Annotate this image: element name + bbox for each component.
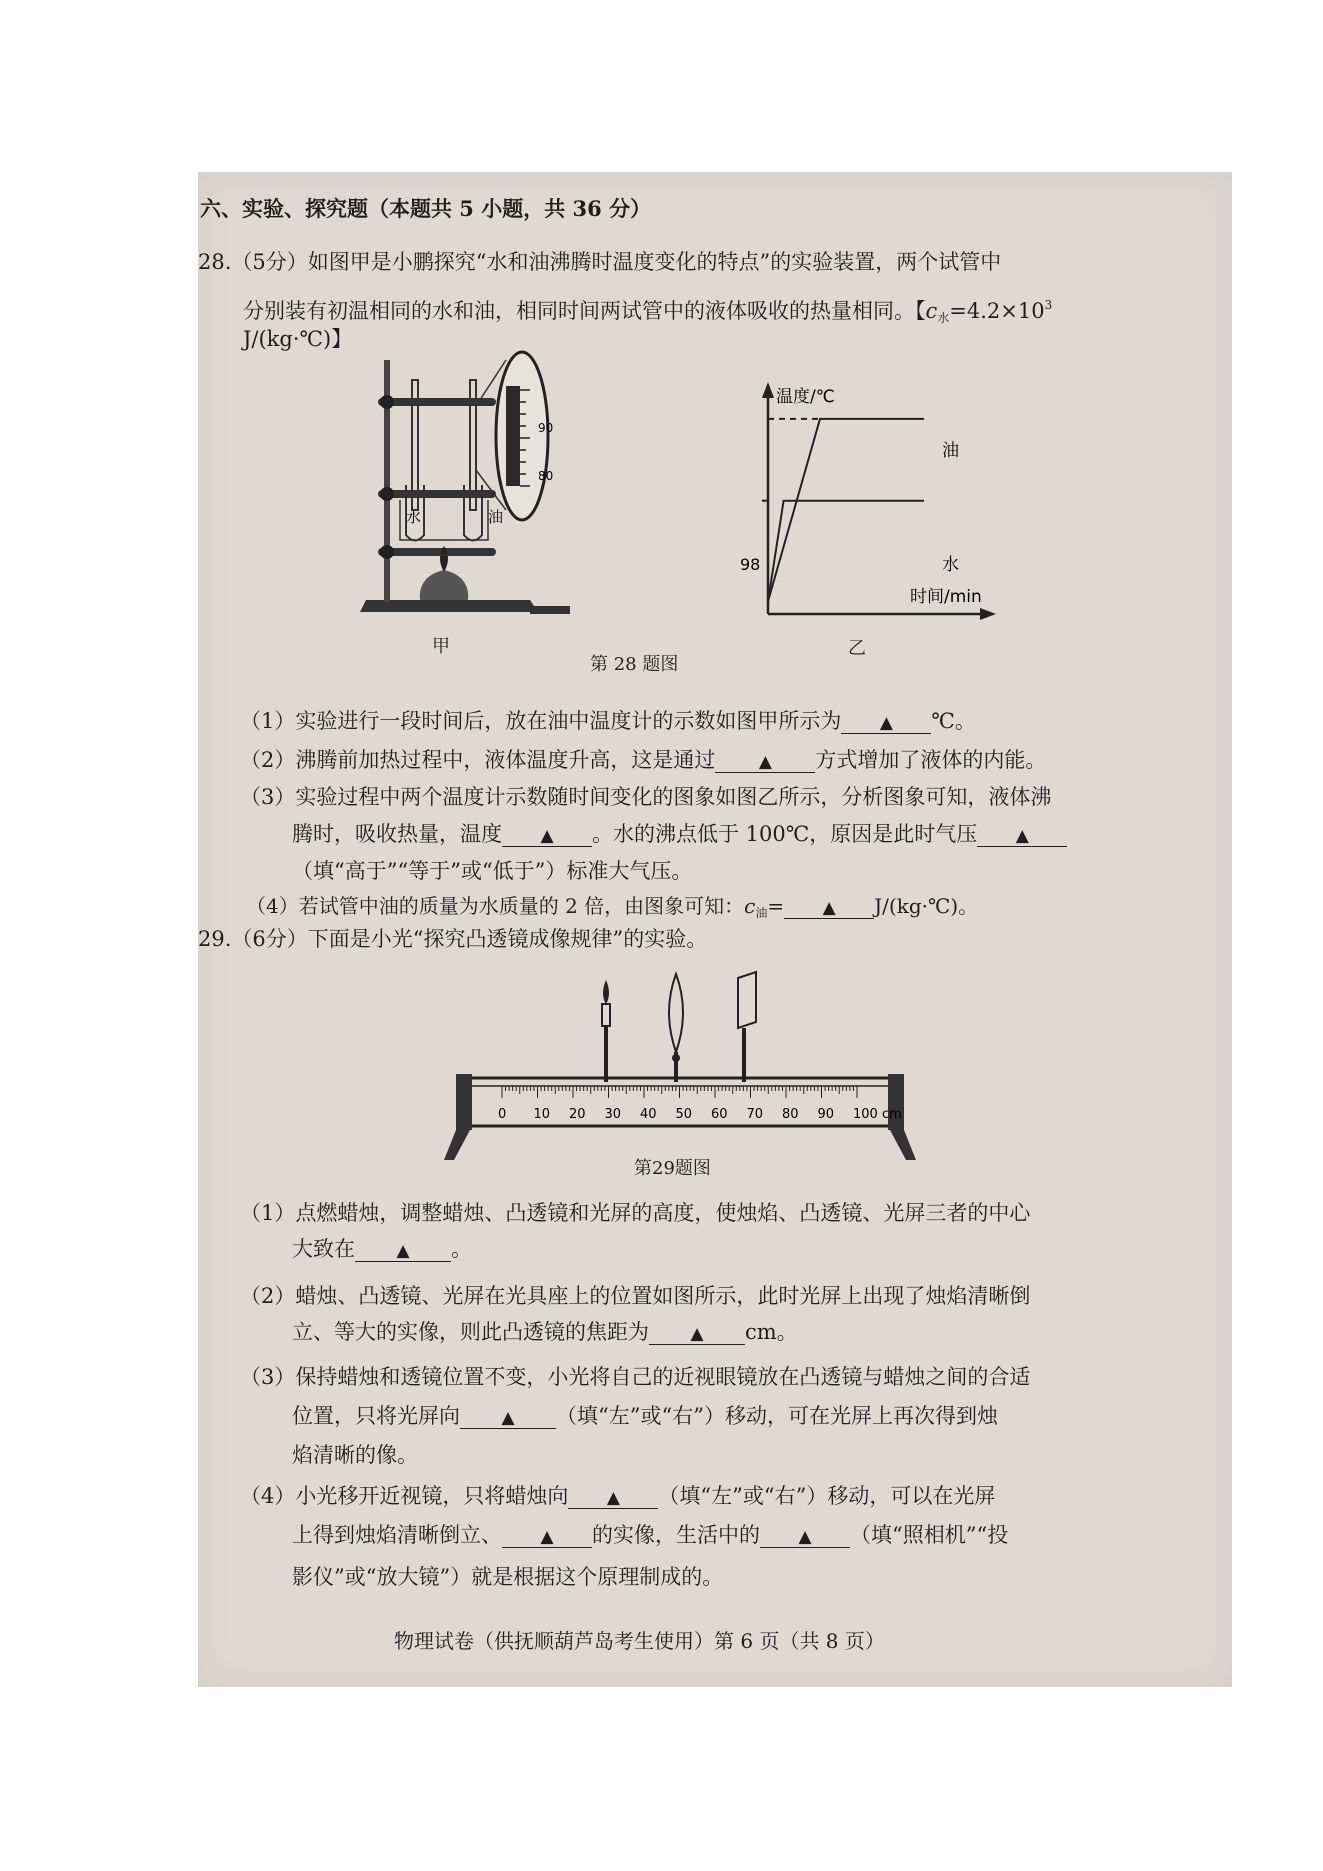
figure-yi-label: 乙 xyxy=(848,638,866,659)
q28-sub2-text: （2）沸腾前加热过程中，液体温度升高，这是通过 xyxy=(240,748,716,772)
q28-sub3-line2-mid: 。水的沸点低于 100℃，原因是此时气压 xyxy=(592,822,978,846)
middle-clamp xyxy=(378,490,496,498)
bench-tick-label: 0 xyxy=(498,1107,507,1122)
q28-points: （5分） xyxy=(231,250,308,274)
q29-sub3-line2 xyxy=(292,1401,998,1431)
answer-blank-29-2[interactable]: ▲ xyxy=(649,1320,745,1345)
q29-sub1-line2-post: 。 xyxy=(451,1237,472,1261)
bench-leg-left xyxy=(444,1130,470,1160)
answer-blank-28-4[interactable]: ▲ xyxy=(784,894,874,919)
figure-28-caption: 第 28 题图 xyxy=(590,654,679,675)
thermometer-liquid-column xyxy=(506,386,520,486)
alcohol-lamp xyxy=(420,570,468,600)
thermometer-zoom-circle xyxy=(496,352,548,520)
q29-sub2-line2-text: 立、等大的实像，则此凸透镜的焦距为 xyxy=(292,1320,649,1344)
y-axis-label: 温度/℃ xyxy=(776,387,835,407)
specific-heat-value: =4.2×10 xyxy=(949,299,1045,323)
bench-tick-label: 100 cm xyxy=(853,1107,902,1122)
specific-heat-sub: 水 xyxy=(937,311,950,325)
q29-sub1-line1: （1）点燃蜡烛，调整蜡烛、凸透镜和光屏的高度，使烛焰、凸透镜、光屏三者的中心 xyxy=(240,1201,1031,1225)
figure-29-optical-bench xyxy=(440,972,920,1162)
q28-sub3-line3: （填“高于”“等于”或“低于”）标准大气压。 xyxy=(292,859,693,883)
bench-tick-label: 90 xyxy=(817,1107,835,1122)
q29-sub4-line3: 影仪”或“放大镜”）就是根据这个原理制成的。 xyxy=(292,1565,724,1589)
answer-blank-29-4b[interactable]: ▲ xyxy=(502,1523,592,1548)
q29-sub4-line2-post: （填“照相机”“投 xyxy=(850,1523,1009,1547)
bench-tick-label: 80 xyxy=(782,1107,799,1122)
q29-sub2-line1: （2）蜡烛、凸透镜、光屏在光具座上的位置如图所示，此时光屏上出现了烛焰清晰倒 xyxy=(240,1284,1031,1308)
q28-sub2-post: 方式增加了液体的内能。 xyxy=(815,748,1047,772)
scale-label-90: 90 xyxy=(538,421,554,435)
specific-heat-exp: 3 xyxy=(1044,298,1053,312)
q28-sub3-line2 xyxy=(292,819,1067,849)
q29-sub4-line2-text: 上得到烛焰清晰倒立、 xyxy=(292,1523,502,1547)
answer-blank-29-1[interactable]: ▲ xyxy=(355,1237,451,1262)
series-label-water: 水 xyxy=(942,555,959,575)
section-title: 六、实验、探究题（本题共 5 小题，共 36 分） xyxy=(200,196,652,221)
label-oil: 油 xyxy=(488,508,504,526)
q28-sub1-unit: ℃。 xyxy=(931,709,976,733)
x-axis-arrow xyxy=(980,608,996,620)
specific-heat-symbol: c xyxy=(925,299,938,323)
q28-stem-line1 xyxy=(198,247,1001,277)
oil-specific-heat-symbol: c xyxy=(744,894,756,918)
q29-sub1-line2-text: 大致在 xyxy=(292,1237,355,1261)
figure-yi-chart xyxy=(740,380,1000,640)
answer-blank-28-2[interactable]: ▲ xyxy=(715,748,815,773)
answer-blank-28-3b[interactable]: ▲ xyxy=(977,822,1067,847)
q28-stem-line2 xyxy=(243,290,1052,333)
q29-number: 29. xyxy=(198,927,232,951)
series-label-oil: 油 xyxy=(942,441,959,461)
answer-blank-29-4a[interactable]: ▲ xyxy=(568,1484,658,1509)
q28-sub4-eq: = xyxy=(767,894,785,918)
figure-jia-label: 甲 xyxy=(432,636,450,657)
bench-tick-label: 50 xyxy=(675,1107,693,1122)
page-footer: 物理试卷（供抚顺葫芦岛考生使用）第 6 页（共 8 页） xyxy=(394,1629,885,1653)
candle xyxy=(602,980,610,1082)
q29-sub4-line1 xyxy=(240,1481,995,1511)
q28-unit-line: J/(kg·℃)】 xyxy=(243,327,353,351)
q28-number: 28. xyxy=(198,250,232,274)
q29-sub4-line2 xyxy=(292,1520,1008,1550)
bench-tick-label: 30 xyxy=(604,1107,622,1122)
q28-sub2 xyxy=(240,745,1046,775)
bench-tick-label: 70 xyxy=(746,1107,764,1122)
scale-label-80: 80 xyxy=(538,469,554,483)
bench-leg-right xyxy=(890,1130,916,1160)
bench-tick-label: 10 xyxy=(533,1107,551,1122)
answer-blank-28-3a[interactable]: ▲ xyxy=(502,822,592,847)
answer-blank-28-1[interactable]: ▲ xyxy=(841,709,931,734)
bench-tick-label: 20 xyxy=(569,1107,586,1122)
q29-sub2-unit: cm。 xyxy=(745,1320,798,1344)
q29-sub4-line1-post: （填“左”或“右”）移动，可以在光屏 xyxy=(658,1484,996,1508)
q29-sub3-line3: 焰清晰的像。 xyxy=(292,1443,418,1467)
q28-sub1 xyxy=(240,706,976,736)
q29-sub4-line2-mid: 的实像，生活中的 xyxy=(592,1523,760,1547)
x-axis-label: 时间/min xyxy=(910,587,982,607)
q29-sub3-line2-text: 位置，只将光屏向 xyxy=(292,1404,460,1428)
answer-blank-29-3[interactable]: ▲ xyxy=(460,1404,556,1429)
label-water: 水 xyxy=(406,508,422,526)
q29-sub1-line2 xyxy=(292,1234,472,1264)
y-tick-98: 98 xyxy=(740,555,761,574)
bench-tick-label: 60 xyxy=(711,1107,728,1122)
q28-sub3-line1: （3）实验过程中两个温度计示数随时间变化的图象如图乙所示，分析图象可知，液体沸 xyxy=(240,785,1052,809)
q28-stem-line2-text: 分别装有初温相同的水和油，相同时间两试管中的液体吸收的热量相同。【 xyxy=(243,299,926,323)
q28-sub4-text: （4）若试管中油的质量为水质量的 2 倍，由图象可知： xyxy=(246,894,745,918)
y-axis-arrow xyxy=(762,382,774,398)
oil-specific-heat-sub: 油 xyxy=(755,906,768,920)
q28-sub3-line2-text: 腾时，吸收热量，温度 xyxy=(292,822,502,846)
bench-tick-label: 40 xyxy=(640,1107,657,1122)
q29-sub2-line2 xyxy=(292,1317,798,1347)
q28-sub4-unit: J/(kg·℃)。 xyxy=(874,894,979,918)
q29-stem xyxy=(198,924,707,954)
light-screen xyxy=(738,972,756,1082)
q29-sub4-line1-text: （4）小光移开近视镜，只将蜡烛向 xyxy=(240,1484,569,1508)
figure-29-caption: 第29题图 xyxy=(634,1158,711,1179)
q29-sub3-line1: （3）保持蜡烛和透镜位置不变，小光将自己的近视眼镜放在凸透镜与蜡烛之间的合适 xyxy=(240,1365,1031,1389)
convex-lens xyxy=(669,974,683,1082)
q29-sub3-line2-post: （填“左”或“右”）移动，可在光屏上再次得到烛 xyxy=(556,1404,998,1428)
q28-sub4 xyxy=(246,891,978,928)
figure-jia-apparatus xyxy=(360,350,640,640)
q28-sub1-text: （1）实验进行一段时间后，放在油中温度计的示数如图甲所示为 xyxy=(240,709,842,733)
series-line-oil xyxy=(768,419,924,602)
base-clamp xyxy=(530,606,570,614)
q28-stem-text: 如图甲是小鹏探究“水和油沸腾时温度变化的特点”的实验装置，两个试管中 xyxy=(307,250,1002,274)
q29-stem-text: （6分）下面是小光“探究凸透镜成像规律”的实验。 xyxy=(231,927,708,951)
answer-blank-29-4c[interactable]: ▲ xyxy=(760,1523,850,1548)
